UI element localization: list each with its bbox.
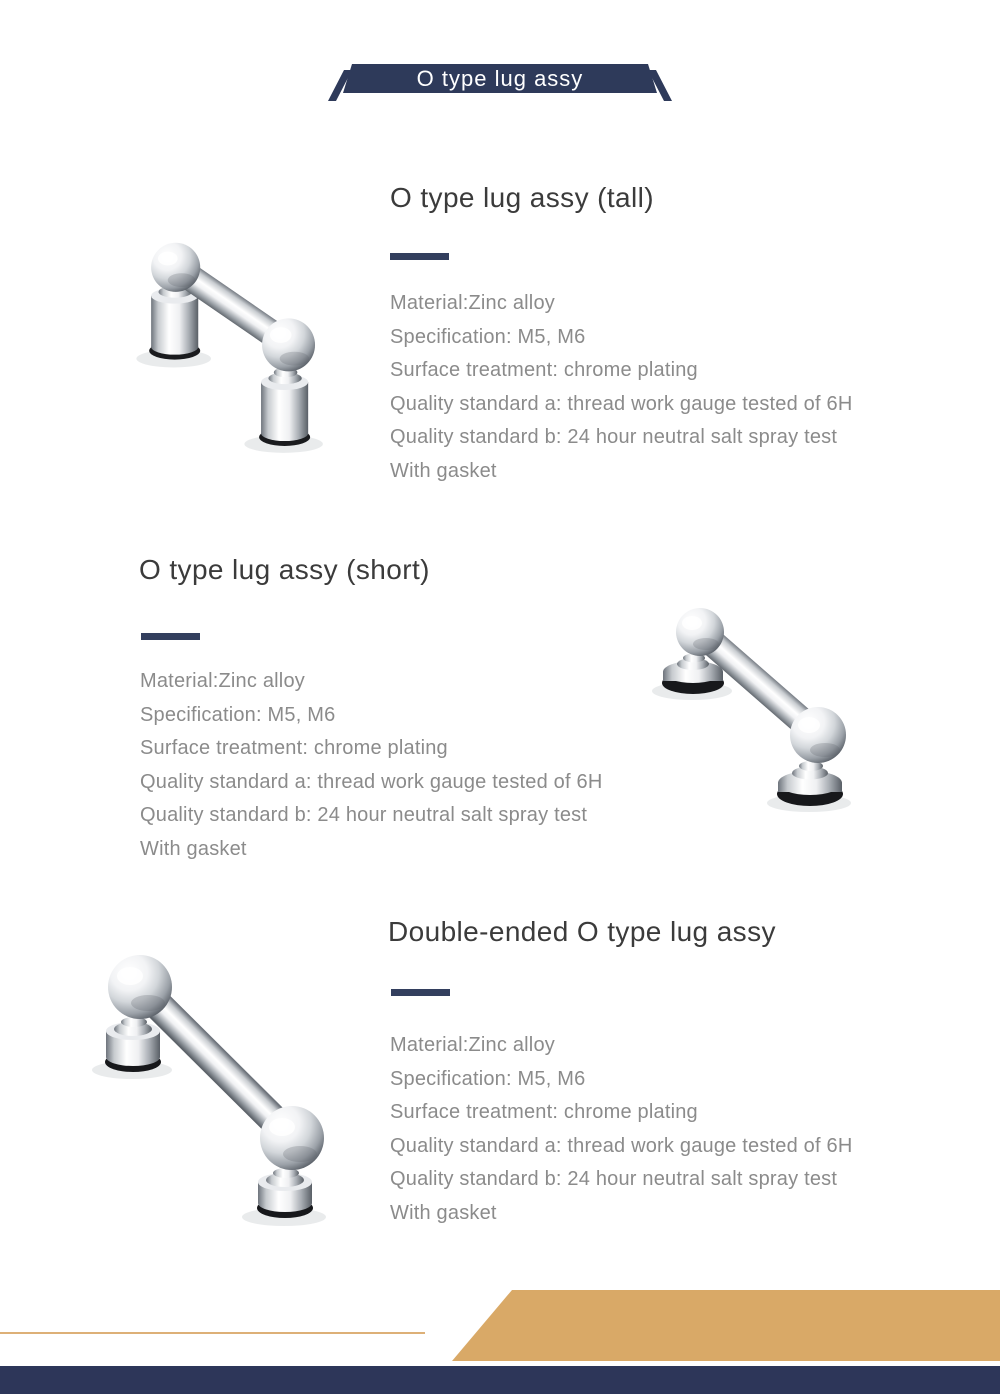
banner-title: O type lug assy	[416, 66, 584, 91]
spec-line: Quality standard b: 24 hour neutral salt spray test	[390, 426, 838, 448]
spec-line: Specification: M5, M6	[390, 1067, 586, 1090]
spec-line: With gasket	[390, 1201, 497, 1224]
spec-line: With gasket	[140, 837, 247, 860]
spec-line: Quality standard a: thread work gauge tested of 6H	[390, 1134, 853, 1157]
spec-line: Surface treatment: chrome plating	[390, 359, 698, 381]
spec-line: Quality standard a: thread work gauge tested of 6H	[390, 392, 853, 415]
product-image-short	[630, 570, 930, 860]
section-title-tall: O type lug assy (tall)	[390, 182, 654, 213]
spec-line: Material:Zinc alloy	[390, 1034, 555, 1056]
spec-line: Quality standard b: 24 hour neutral salt spray test	[390, 1168, 838, 1190]
spec-line: Specification: M5, M6	[140, 703, 336, 726]
spec-line: Quality standard b: 24 hour neutral salt spray test	[140, 804, 588, 826]
footer-tan-band	[452, 1290, 1000, 1361]
spec-line: Surface treatment: chrome plating	[140, 737, 448, 759]
spec-line: Specification: M5, M6	[390, 325, 586, 348]
section-divider-short	[141, 633, 200, 640]
spec-list-short	[140, 665, 685, 866]
section-divider-tall	[390, 253, 449, 260]
footer-navy-bar	[0, 1366, 1000, 1394]
spec-list-double	[390, 1029, 935, 1230]
spec-line: With gasket	[390, 459, 497, 482]
section-title-double: Double-ended O type lug assy	[388, 916, 776, 947]
footer-accent-line	[0, 1332, 425, 1334]
header-banner	[318, 58, 682, 106]
spec-line: Material:Zinc alloy	[140, 670, 305, 692]
spec-list-tall	[390, 287, 935, 488]
spec-line: Surface treatment: chrome plating	[390, 1101, 698, 1123]
spec-line: Material:Zinc alloy	[390, 292, 555, 314]
product-image-double	[60, 935, 360, 1235]
product-image-tall	[105, 215, 370, 461]
section-divider-double	[391, 989, 450, 996]
section-title-short: O type lug assy (short)	[139, 554, 430, 585]
spec-line: Quality standard a: thread work gauge tested of 6H	[140, 770, 603, 793]
